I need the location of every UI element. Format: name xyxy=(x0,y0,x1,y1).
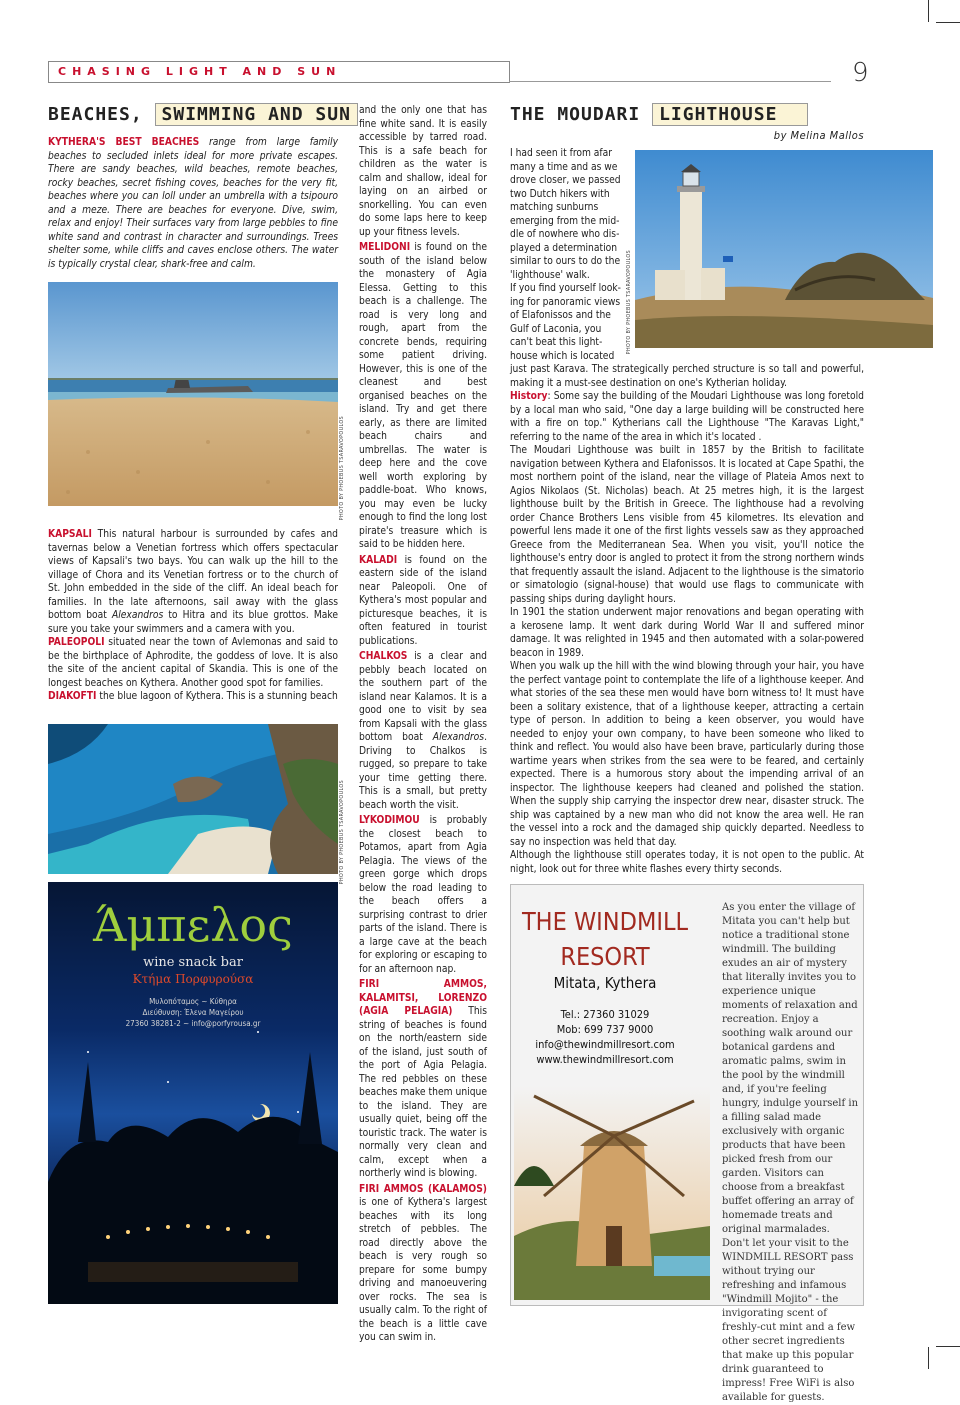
windmill-email[interactable]: info@thewindmillresort.com xyxy=(535,1038,675,1051)
beaches-intro xyxy=(48,136,338,271)
history-lead: History xyxy=(510,391,548,402)
lighthouse-body xyxy=(510,363,864,876)
intro-line: matching sunburns xyxy=(510,202,599,213)
kaladi-lead: KALADI xyxy=(359,554,398,566)
intro-line: can't beat this light- xyxy=(510,337,603,348)
ampelos-subtitle2: Κτήμα Πορφυρούσα xyxy=(132,972,254,986)
ampelos-title: Άμπελος xyxy=(93,898,293,952)
intro-line: 'lighthouse' walk. xyxy=(510,269,590,281)
crop-mark xyxy=(928,1347,929,1369)
intro-line: emerging from the mid- xyxy=(510,215,620,227)
windmill-image xyxy=(514,1086,710,1300)
firi1-lead: FIRI AMMOS, KALAMITSI, LORENZO (AGIA PELAGIA) xyxy=(359,979,487,1017)
beaches-title-a: BEACHES, xyxy=(48,104,143,125)
intro-line: two Dutch hikers with xyxy=(510,188,610,200)
windmill-website[interactable]: www.thewindmillresort.com xyxy=(536,1053,674,1066)
kapsali-text2: to Hitra and its blue grottos. Make sure you take your swimmers and a camera with you. xyxy=(48,610,338,635)
kapsali-paragraph xyxy=(48,528,338,704)
kapsali-boat: Alexandros xyxy=(111,610,164,621)
middle-intro: and the only one that has fine white sand. It is easily accessible by tarred road. This is a safe beach for children as the water is calm and shallow, ideal for laying on an airbed or snorkelling. You can even do some laps here to keep up your fitness levels. xyxy=(359,105,487,238)
photo-credit-2: PHOTO BY PHOEBUS TSARAVOPOULOS xyxy=(339,780,345,885)
photo-credit-3: PHOTO BY PHOEBUS TSARAVOPOULOS xyxy=(626,250,632,355)
page-number: 9 xyxy=(852,58,869,88)
chalkos-text2: . Driving to Chalkos is rugged, so prepare to take your time getting there. This is a small, but pretty beach worth the visit. xyxy=(359,732,487,811)
ampelos-advert xyxy=(48,882,338,1304)
intro-line: Gulf of Laconia, you xyxy=(510,323,602,335)
intro-line: ing for panoramic views xyxy=(510,296,621,308)
paleopoli-lead: PALEOPOLI xyxy=(48,637,105,648)
middle-column xyxy=(359,104,487,1345)
melidoni-text: is found on the south of the island below the monastery of Agia Elessa. Getting to this beach is a challenge. The road is very long and rough, apart from the concrete bends, requiring some patient driving. However, this is one of the cleanest and best organised beaches on the island. Try and get there early, as there are limited beach chairs and umbrellas. The water is deep here and the cove well worth exploring by paddle-boat. Who knows, you may even be lucky enough to find the long lost pirate's treasure which is said to be hidden here. xyxy=(359,242,487,550)
intro-line: many a time and as we xyxy=(510,161,618,173)
melidoni-lead: MELIDONI xyxy=(359,242,411,253)
section-header: CHASING LIGHT AND SUN xyxy=(58,65,342,78)
blue-lagoon-photo xyxy=(48,724,338,874)
chalkos-boat: Alexandros xyxy=(432,732,485,743)
intro-line: played a determination xyxy=(510,242,618,254)
lighthouse-intro xyxy=(510,147,623,363)
windmill-tel: Tel.: 27360 31029 xyxy=(560,1008,650,1021)
lighthouse-p1: just past Karava. The strategically perched structure is so tall and powerful, making it a must-see destination on one's Kytherian holiday. xyxy=(510,364,864,389)
intro-line: similar to ours to do the xyxy=(510,256,621,267)
intro-line: dle of nowhere who dis- xyxy=(510,229,620,240)
beach-shipwreck-photo xyxy=(48,282,338,506)
chalkos-lead: CHALKOS xyxy=(359,651,408,662)
blue-lagoon-image xyxy=(48,724,338,874)
lighthouse-photo xyxy=(635,150,933,348)
crop-mark xyxy=(936,1346,960,1347)
lighthouse-p4: When you walk up the hill with the wind blowing through your hair, you have the perfect vantage point to contemplate the life of a lighthouse keeper. And what stories of the sea these men would have born witness to! It must have been a solitary existence, that of a lighthouse keeper, attracting a certain type of person. In addition to being a keen observer, you would have needed to enjoy your own company, to have been someone who liked to think and reflect. You would also have been brave, particularly during those wartime years when strikes from the sea were to be feared, and certainly expected. There is a humorous story about the impending arrival of an inspector. The lighthouse keepers had cleaned and polished the station. When the supply ship carrying the inspector drew near, disaster struck. The ship was captained by a new man who did not know the area well. He ran the vessel into a rock and the damaged ship quickly departed. Needless to say no inspection was held that day. xyxy=(510,661,864,848)
lykodimou-text: is probably the closest beach to Potamos, apart from Agia Pelagia. The views of the green gorge which drops below the road leading to the beach offers a surprising contrast to drier parts of the island. There is a large cave at the beach for exploring or escaping to for an afternoon nap. xyxy=(359,815,487,975)
diakofti-text: the blue lagoon of Kythera. This is a stunning beach xyxy=(96,691,338,702)
header-rule xyxy=(509,81,831,82)
firi2-text: is one of Kythera's largest beaches with its long stretch of pebbles. The road directly above the beach is very rough so prepare for some bumpy driving and manoeuvering over rocks. The sea is usually calm. To the right of the beach is a little cave you can swim in. xyxy=(359,1197,487,1343)
ampelos-line2: Διεύθυνση: Έλενα Μαγείρου xyxy=(142,1008,244,1017)
beaches-title xyxy=(48,104,358,125)
chalkos-text: is a clear and pebbly beach located on the southern part of the island near Kalamos. It is a good one to visit by sea from Kapsali with the glass bottom boat xyxy=(359,651,487,743)
kapsali-text: This natural harbour is surrounded by cafes and tavernas below a Venetian fortress which offers spectacular views of Kapsali's two bays. You can walk up the hill to the village of Chora and its Venetian fortress or to the church of St. John embedded in the side of the cliff. An ideal beach for families. In the late afternoons, sail away with the glass bottom boat xyxy=(48,529,338,621)
intro-line: house which is located xyxy=(510,350,615,362)
intro-line: I had seen it from afar xyxy=(510,148,613,159)
windmill-description: As you enter the village of Mitata you can't help but notice a traditional stone windmill. The building exudes an air of mystery that literally invites you to experience unique moments of relaxation and recreation. Enjoy a soothing walk around our botanical gardens and aromatic palms, swim in the pool by the windmill and, if you're feeling hungry, indulge yourself in a filling salad made exclusively with organic products that have been picked fresh from our garden. Visitors can choose from a breakfast buffet offering an array of homemade treats and original marmalades. Don't let your visit to the WINDMILL RESORT pass without trying our refreshing and infamous "Windmill Mojito" - the invigorating scent of freshly-cut mint and a few other secret ingredients that make up this popular drink guaranteed to impress! Free WiFi is also available for guests. xyxy=(722,902,859,1403)
intro-lead: KYTHERA'S BEST BEACHES xyxy=(48,137,200,148)
lighthouse-p5: Although the lighthouse still operates today, it is not open to the public. At night, look out for three white flashes every thirty seconds. xyxy=(510,850,864,875)
paleopoli-text: situated near the town of Avlemonas and said to be the birthplace of Aphrodite, the goddess of love. It is also the site of the ancient capital of Skandia. This is one of the longest beaches on Kythera. Another good spot for families. xyxy=(48,637,338,689)
crop-mark xyxy=(936,22,960,23)
photo-credit-1: PHOTO BY PHOEBUS TSARAVOPOULOS xyxy=(339,416,345,521)
ampelos-subtitle: wine snack bar xyxy=(143,955,243,970)
firi2-lead: FIRI AMMOS (KALAMOS) xyxy=(359,1183,487,1195)
windmill-title xyxy=(514,904,696,974)
lighthouse-image xyxy=(635,150,933,348)
beaches-title-b: SWIMMING AND SUN xyxy=(155,103,358,126)
byline: by Melina Mallos xyxy=(773,129,864,142)
kaladi-text: is found on the eastern side of the island near Paleopoli. One of Kythera's most popular and picturesque beaches, it is often featured in tourist publications. xyxy=(359,554,487,647)
intro-line: drove closer, we passed xyxy=(510,175,621,186)
diakofti-lead: DIAKOFTI xyxy=(48,691,97,702)
history-text: : Some say the building of the Moudari Lighthouse was long foretold by a local man who said, "One day a large building will be constructed here with a fire on top." Kytherians call the Lighthouse "The Karavas Light," referring to the name of the area in which it's located . xyxy=(510,391,864,443)
lighthouse-p3: In 1901 the station underwent major renovations and began operating with a kerosene lamp. It went dark during World War II and suffered minor damage. It was relighted in 1945 and then automated with a solar-powered beacon in 1989. xyxy=(510,607,864,659)
lighthouse-title-a: THE MOUDARI xyxy=(510,104,641,125)
ampelos-line3: 27360 38281-2 ~ info@porfyrousa.gr xyxy=(125,1019,261,1028)
beach-shipwreck-image xyxy=(48,282,338,506)
windmill-title-line2: RESORT xyxy=(560,942,650,971)
intro-line: If you find yourself look- xyxy=(510,283,621,294)
lighthouse-title xyxy=(510,104,808,125)
windmill-mob: Mob: 699 737 9000 xyxy=(556,1023,654,1036)
lykodimou-lead: LYKODIMOU xyxy=(359,815,420,826)
crop-mark xyxy=(928,0,929,22)
lighthouse-p2: The Moudari Lighthouse was built in 1857 by the British to facilitate navigation between Kythera and Elafonissos. It is located at Cape Spathi, the most northern point of the island, near the village of Plateia Amos next to Agios Nikolaos (St. Nicholas) beach. At 25 metres high, it is the largest lighthouse built by the British in Greece. The lighthouse had a revolving order Chance Brothers Lens visible from 45 kilometres. Its elevation and powerful lens made it one of the first lights vessels saw as they approached Greece from the Mediterranean Sea. When you visit, you'll notice the lighthouse's entry door is angled to protect it from the strong northern winds that frequently assault the island. Adjacent to the lighthouse is the simatorio or simatologio (signal-house) that would use flags to communicate with passing ships during daylight hours. xyxy=(510,445,864,605)
intro-line: of Elafonissos and the xyxy=(510,310,611,321)
ampelos-line1: Μυλοπόταμος ~ Κύθηρα xyxy=(149,997,237,1006)
windmill-location: Mitata, Kythera xyxy=(553,974,657,992)
windmill-title-line1: THE WINDMILL xyxy=(521,907,689,936)
intro-text: range from large family beaches to secluded inlets ideal for more private escapes. There are sandy beaches, wild beaches, remote beaches, rocky beaches, secret fishing coves, beaches for the very fit, beaches where you can loll under an umbrella with a tsipouro and a meze. There are beaches for everyone. Dive, swim, relax and enjoy! Their surfaces vary from large pebbles to fine white sand and contrast in character and surroundings. Trees shelter some, while cliffs and caves enclose others. The water is typically crystal clear, shark-free and calm. xyxy=(48,137,339,270)
lighthouse-title-b: LIGHTHOUSE xyxy=(652,103,808,126)
windmill-photo xyxy=(514,1086,710,1300)
kapsali-lead: KAPSALI xyxy=(48,529,92,540)
firi1-text: This string of beaches is found on the north/eastern side of the island, just south of the port of Agia Pelagia. The red pebbles on these beaches make them unique to the island. They are usually quiet, being off the touristic track. The water is normally very clean and calm, except when a northerly wind is blowing. xyxy=(359,1006,487,1179)
